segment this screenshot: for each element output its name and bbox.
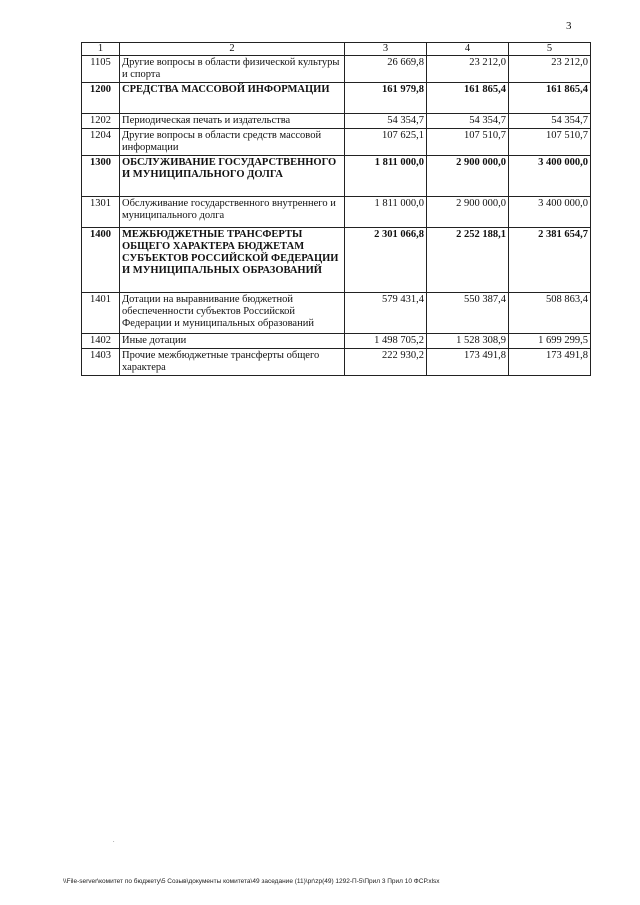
row-value-col5: 1 699 299,5 — [509, 334, 591, 349]
row-value-col4: 1 528 308,9 — [427, 334, 509, 349]
budget-table — [81, 42, 591, 376]
row-code: 1401 — [82, 293, 120, 334]
row-value-col4: 2 900 000,0 — [427, 197, 509, 228]
row-value-col3: 1 498 705,2 — [345, 334, 427, 349]
table-row — [82, 156, 591, 197]
row-value-col3: 1 811 000,0 — [345, 197, 427, 228]
table-header-row — [82, 43, 591, 56]
table-row — [82, 349, 591, 376]
row-value-col4: 2 900 000,0 — [427, 156, 509, 197]
row-value-col4: 2 252 188,1 — [427, 228, 509, 293]
row-value-col5: 54 354,7 — [509, 114, 591, 129]
row-name: Дотации на выравнивание бюджетной обеспеченности субъектов Российской Федерации и муниципальных образований — [120, 293, 345, 334]
footer-file-path: \\File-server\комитет по бюджету\5 Созыв\документы комитета\49 заседание (11)\pr\zp(49) 1292-П-5\Прил 3 Прил 10 ФСР.xlsx — [63, 878, 440, 885]
table-row — [82, 334, 591, 349]
header-col-5: 5 — [509, 43, 591, 56]
row-value-col5: 508 863,4 — [509, 293, 591, 334]
row-value-col5: 3 400 000,0 — [509, 197, 591, 228]
table-row — [82, 228, 591, 293]
table-row — [82, 83, 591, 114]
row-value-col5: 23 212,0 — [509, 56, 591, 83]
row-value-col5: 2 381 654,7 — [509, 228, 591, 293]
row-code: 1403 — [82, 349, 120, 376]
row-value-col4: 161 865,4 — [427, 83, 509, 114]
row-value-col3: 107 625,1 — [345, 129, 427, 156]
row-value-col3: 1 811 000,0 — [345, 156, 427, 197]
row-code: 1402 — [82, 334, 120, 349]
header-col-4: 4 — [427, 43, 509, 56]
table-row — [82, 197, 591, 228]
row-name: ОБСЛУЖИВАНИЕ ГОСУДАРСТВЕННОГО И МУНИЦИПАЛЬНОГО ДОЛГА — [120, 156, 345, 197]
row-code: 1300 — [82, 156, 120, 197]
row-code: 1200 — [82, 83, 120, 114]
header-col-3: 3 — [345, 43, 427, 56]
row-value-col4: 550 387,4 — [427, 293, 509, 334]
row-value-col5: 161 865,4 — [509, 83, 591, 114]
row-code: 1204 — [82, 129, 120, 156]
header-col-2: 2 — [120, 43, 345, 56]
row-value-col3: 161 979,8 — [345, 83, 427, 114]
row-name: МЕЖБЮДЖЕТНЫЕ ТРАНСФЕРТЫ ОБЩЕГО ХАРАКТЕРА БЮДЖЕТАМ СУБЪЕКТОВ РОССИЙСКОЙ ФЕДЕРАЦИИ И МУНИЦИПАЛЬНЫХ ОБРАЗОВАНИЙ — [120, 228, 345, 293]
row-value-col5: 3 400 000,0 — [509, 156, 591, 197]
row-name: СРЕДСТВА МАССОВОЙ ИНФОРМАЦИИ — [120, 83, 345, 114]
row-value-col3: 26 669,8 — [345, 56, 427, 83]
table-row — [82, 129, 591, 156]
row-code: 1105 — [82, 56, 120, 83]
row-value-col4: 107 510,7 — [427, 129, 509, 156]
row-name: Другие вопросы в области средств массовой информации — [120, 129, 345, 156]
row-value-col3: 2 301 066,8 — [345, 228, 427, 293]
row-name: Прочие межбюджетные трансферты общего характера — [120, 349, 345, 376]
row-value-col5: 107 510,7 — [509, 129, 591, 156]
row-code: 1400 — [82, 228, 120, 293]
row-name: Другие вопросы в области физической культуры и спорта — [120, 56, 345, 83]
row-value-col4: 173 491,8 — [427, 349, 509, 376]
row-name: Иные дотации — [120, 334, 345, 349]
row-value-col4: 54 354,7 — [427, 114, 509, 129]
header-col-1: 1 — [82, 43, 120, 56]
row-value-col3: 222 930,2 — [345, 349, 427, 376]
table-row — [82, 114, 591, 129]
table-row — [82, 56, 591, 83]
page-number: 3 — [566, 20, 572, 32]
table-body — [82, 56, 591, 376]
row-value-col3: 54 354,7 — [345, 114, 427, 129]
row-code: 1202 — [82, 114, 120, 129]
row-name: Периодическая печать и издательства — [120, 114, 345, 129]
row-value-col3: 579 431,4 — [345, 293, 427, 334]
row-code: 1301 — [82, 197, 120, 228]
row-value-col5: 173 491,8 — [509, 349, 591, 376]
row-name: Обслуживание государственного внутреннего и муниципального долга — [120, 197, 345, 228]
row-value-col4: 23 212,0 — [427, 56, 509, 83]
scan-mark: . — [113, 838, 115, 844]
table-row — [82, 293, 591, 334]
